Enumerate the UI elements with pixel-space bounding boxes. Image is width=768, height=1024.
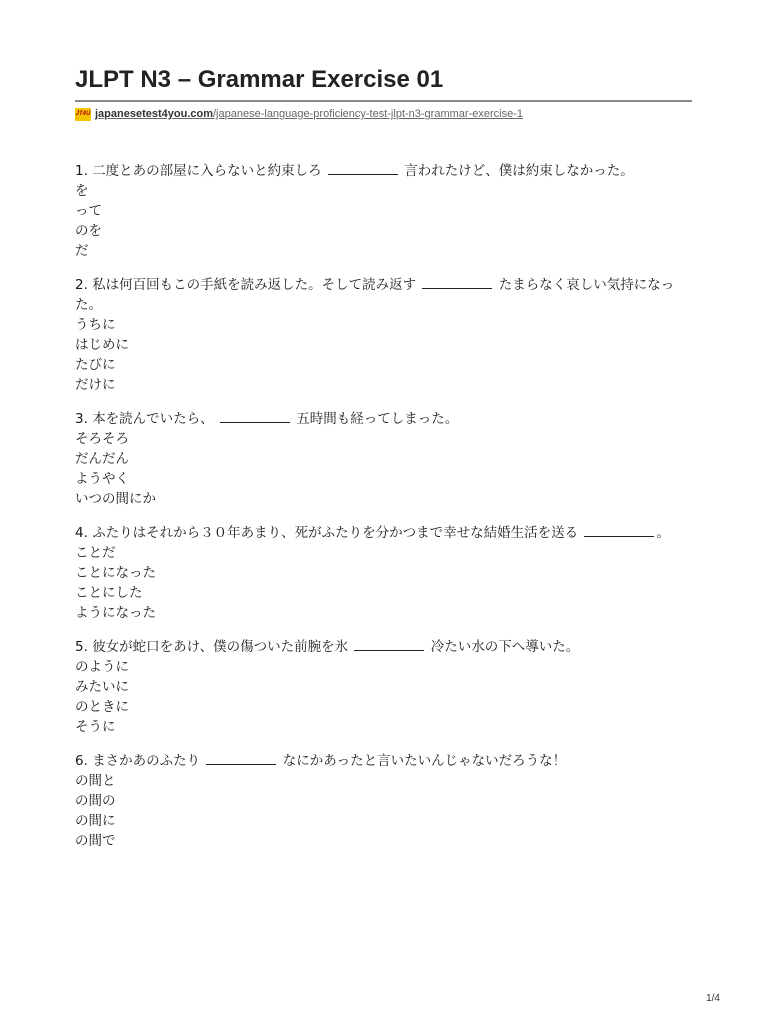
option-item[interactable]: の間に (75, 813, 116, 829)
option-item[interactable]: たびに (75, 357, 116, 373)
option-item[interactable]: いつの間にか (75, 491, 156, 507)
source-domain: japanesetest4you.com (95, 108, 213, 120)
answer-blank (328, 160, 398, 175)
option-list (75, 315, 695, 395)
title-divider (75, 100, 692, 102)
question-prompt-after: 冷たい水の下へ導いた。 (430, 639, 580, 655)
answer-blank (584, 522, 654, 537)
option-item[interactable]: だけに (75, 377, 116, 393)
option-item[interactable]: そうに (75, 719, 116, 735)
question-text (75, 522, 695, 543)
option-item[interactable]: だ (75, 243, 89, 259)
answer-blank (354, 636, 424, 651)
question-prompt-after: 言われたけど、僕は約束しなかった。 (404, 163, 634, 179)
question-3 (75, 408, 695, 509)
question-prompt-before: 彼女が蛇口をあけ、僕の傷ついた前腕を氷 (92, 639, 349, 655)
option-item[interactable]: を (75, 183, 89, 199)
option-item[interactable]: だんだん (75, 451, 129, 467)
question-text (75, 750, 695, 771)
question-text (75, 636, 695, 657)
option-item[interactable]: ようやく (75, 471, 129, 487)
question-2 (75, 274, 695, 395)
answer-blank (206, 750, 276, 765)
question-prompt-after: なにかあったと言いたいんじゃないだろうな！ (282, 753, 567, 769)
option-item[interactable]: のときに (75, 699, 129, 715)
option-item[interactable]: ことにした (75, 585, 143, 601)
option-item[interactable]: みたいに (75, 679, 129, 695)
question-number: 5. (75, 639, 88, 655)
option-item[interactable]: うちに (75, 317, 116, 333)
source-line (75, 106, 523, 122)
option-item[interactable]: って (75, 203, 102, 219)
option-item[interactable]: の間と (75, 773, 116, 789)
site-logo-icon: JT4U (75, 108, 91, 121)
question-prompt-before: まさかあのふたり (92, 753, 201, 769)
option-item[interactable]: はじめに (75, 337, 129, 353)
question-text (75, 160, 695, 181)
option-list (75, 181, 695, 261)
question-number: 1. (75, 163, 88, 179)
option-list (75, 543, 695, 623)
question-prompt-after: 五時間も経ってしまった。 (296, 411, 459, 427)
option-item[interactable]: のように (75, 659, 129, 675)
question-prompt-before: 本を読んでいたら、 (92, 411, 214, 427)
question-5 (75, 636, 695, 737)
question-1 (75, 160, 695, 261)
question-text (75, 408, 695, 429)
option-item[interactable]: ことになった (75, 565, 156, 581)
option-item[interactable]: ようになった (75, 605, 156, 621)
option-item[interactable]: そろそろ (75, 431, 129, 447)
question-prompt-before: ふたりはそれから３０年あまり、死がふたりを分かつまで幸せな結婚生活を送る (92, 525, 579, 541)
question-6 (75, 750, 695, 851)
question-list (75, 160, 695, 864)
question-4 (75, 522, 695, 623)
question-prompt-before: 二度とあの部屋に入らないと約束しろ (92, 163, 322, 179)
answer-blank (422, 274, 492, 289)
option-item[interactable]: ことだ (75, 545, 116, 561)
answer-blank (220, 408, 290, 423)
option-list (75, 429, 695, 509)
option-list (75, 657, 695, 737)
option-list (75, 771, 695, 851)
option-item[interactable]: の間で (75, 833, 116, 849)
question-prompt-after: たまらなく哀しい気持になった。 (75, 277, 675, 313)
question-number: 4. (75, 525, 88, 541)
question-text (75, 274, 695, 315)
source-path: /japanese-language-proficiency-test-jlpt-n3-grammar-exercise-1 (213, 108, 523, 120)
source-link[interactable] (95, 108, 523, 120)
option-item[interactable]: の間の (75, 793, 116, 809)
question-prompt-before: 私は何百回もこの手紙を読み返した。そして読み返す (92, 277, 417, 293)
option-item[interactable]: のを (75, 223, 102, 239)
page-title: JLPT N3 – Grammar Exercise 01 (75, 66, 444, 93)
page-number: 1/4 (706, 993, 720, 1004)
question-number: 2. (75, 277, 88, 293)
question-prompt-after: 。 (656, 525, 670, 541)
question-number: 3. (75, 411, 88, 427)
question-number: 6. (75, 753, 88, 769)
